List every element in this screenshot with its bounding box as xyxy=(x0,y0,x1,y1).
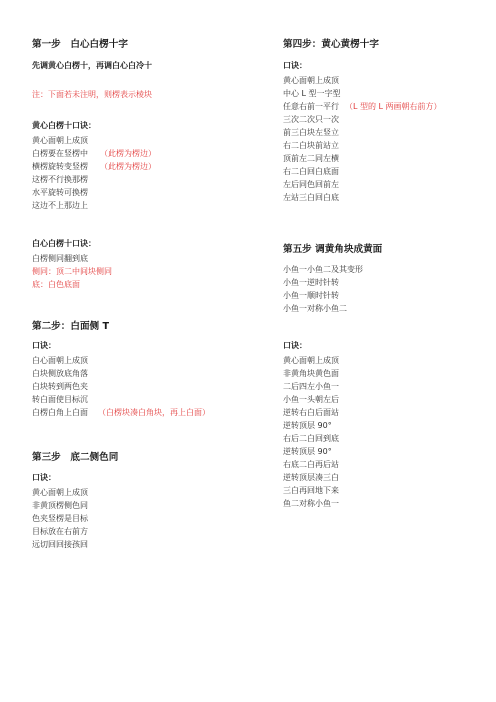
step2-line: 白块侧放底角落 xyxy=(32,369,88,378)
step5-line: 小鱼一逆时针转 xyxy=(283,278,339,287)
k1-line: 水平旋转可换楞 xyxy=(32,188,88,197)
k1-line: 黄心面朝上成顶 xyxy=(32,136,88,145)
step5-line: 小鱼一对称小鱼二 xyxy=(283,304,347,313)
step3-line: 黄心面朝上成顶 xyxy=(32,488,88,497)
k2-title: 白心白楞十口诀： xyxy=(32,239,96,248)
step5-koujue-list xyxy=(283,354,339,510)
step2-title: 第二步：白面侧 T xyxy=(32,321,110,332)
k2-red-line: 底：白色底面 xyxy=(32,280,80,289)
step3-list xyxy=(32,486,88,551)
step5-title: 第五步 调黄角块成黄面 xyxy=(283,244,383,255)
step1-title: 第一步 白心白楞十字 xyxy=(32,39,128,50)
k1-title: 黄心白楞十口诀： xyxy=(32,121,96,130)
step4-line: 右二白回白底面 xyxy=(283,167,339,176)
step2-line: 转白面使目标沉 xyxy=(32,395,88,404)
step5-koujue-line: 三白再回地下来 xyxy=(283,486,339,495)
step4-line: 三次二次只一次 xyxy=(283,115,339,124)
step5-koujue-line: 逆转右白后面站 xyxy=(283,408,339,417)
step2-koujue: 口诀： xyxy=(32,341,56,350)
step5-koujue-line: 小鱼一头朝左后 xyxy=(283,395,339,404)
step2-list xyxy=(32,354,210,419)
step5-koujue-line: 逆转顶层凑三白 xyxy=(283,473,339,482)
step5-koujue-line: 右后二白回到底 xyxy=(283,434,339,443)
step5-koujue-line: 鱼二对称小鱼一 xyxy=(283,499,339,508)
step4-line: 左站三白回白底 xyxy=(283,193,339,202)
step3-line: 非黄顶楞侧色同 xyxy=(32,501,88,510)
step1-intro: 先调黄心白楞十，再调白心白冷十 xyxy=(32,61,152,70)
k1-line: 横楞旋转变竖楞 （此楞为楞边） xyxy=(32,162,156,171)
k2-red-line: 侧同：顶二中间块侧同 xyxy=(32,267,112,276)
step5-list xyxy=(283,263,363,315)
step5-koujue-line: 逆转顶层 90° xyxy=(283,421,332,430)
step5-koujue-line: 非黄角块黄色面 xyxy=(283,369,339,378)
step1-note: 注：下面若未注明，则楞表示棱块 xyxy=(32,90,152,99)
k1-line: 这楞不行换那楞 xyxy=(32,175,88,184)
step4-title: 第四步：黄心黄楞十字 xyxy=(283,39,379,50)
step2-line: 白块转到两色夹 xyxy=(32,382,88,391)
step4-list xyxy=(283,74,442,204)
k1-line: 白楞要在竖楞中 （此楞为楞边） xyxy=(32,149,156,158)
step4-line: 黄心面朝上成顶 xyxy=(283,76,339,85)
k2-list xyxy=(32,252,112,291)
step2-line: 白心面朝上成顶 xyxy=(32,356,88,365)
step5-koujue-line: 右底二白再后站 xyxy=(283,460,339,469)
step4-line: 任意右前一平行 （L 型的 L 两画朝右前方） xyxy=(283,102,442,111)
step3-line: 远切回回接孩回 xyxy=(32,540,88,549)
step4-koujue: 口诀： xyxy=(283,61,307,70)
step5-line: 小鱼一顺时针转 xyxy=(283,291,339,300)
step5-line: 小鱼一小鱼二及其变形 xyxy=(283,265,363,274)
step5-koujue: 口诀： xyxy=(283,341,307,350)
step4-line: 右二白块前站立 xyxy=(283,141,339,150)
step4-line: 前三白块左竖立 xyxy=(283,128,339,137)
step5-koujue-line: 黄心面朝上成顶 xyxy=(283,356,339,365)
step3-line: 目标放在右前方 xyxy=(32,527,88,536)
k1-list xyxy=(32,134,156,212)
step3-koujue: 口诀： xyxy=(32,473,56,482)
step2-line: 白楞白角上白面 （白楞块凑白角块，再上白面） xyxy=(32,408,210,417)
k1-line: 这边不上那边上 xyxy=(32,201,88,210)
step4-line: 顶前左二同左横 xyxy=(283,154,339,163)
step4-line: 中心 L 型一字型 xyxy=(283,89,341,98)
step5-koujue-line: 逆转顶层 90° xyxy=(283,447,332,456)
k2-line: 白楞侧同翻到底 xyxy=(32,254,88,263)
step5-koujue-line: 二后四左小鱼一 xyxy=(283,382,339,391)
step3-title: 第三步 底二侧色同 xyxy=(32,452,119,463)
step4-line: 左后同色回前左 xyxy=(283,180,339,189)
step3-line: 色夹竖楞是目标 xyxy=(32,514,88,523)
